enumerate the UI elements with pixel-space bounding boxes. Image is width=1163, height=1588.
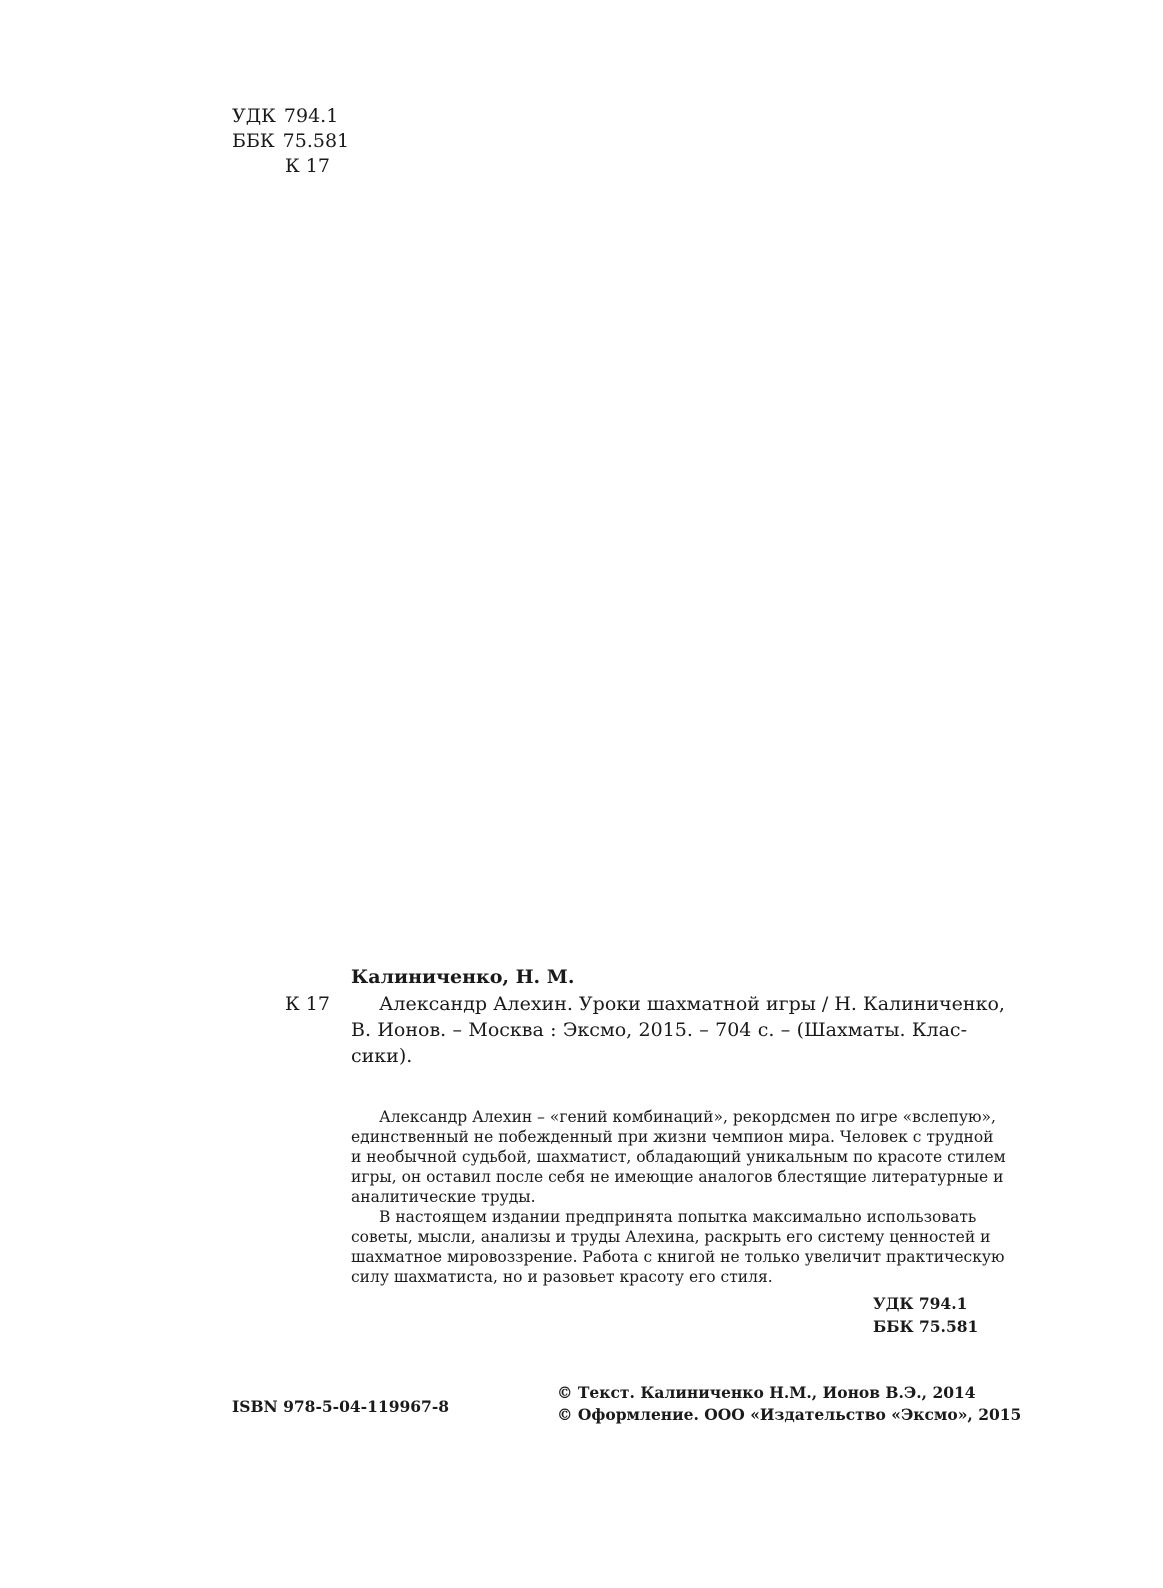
annotation-line: силу шахматиста, но и разовьет красоту его стиля. [351,1268,773,1286]
annotation-line: советы, мысли, анализы и труды Алехина, раскрыть его систему ценностей и [351,1228,991,1246]
annotation-line: Александр Алехин – «гений комбинаций», рекордсмен по игре «вслепую», [379,1108,996,1126]
isbn: ISBN 978-5-04-119967-8 [232,1397,450,1416]
udk-row [232,104,349,129]
annotation-line: шахматное мировоззрение. Работа с книгой не только увеличит практическую [351,1248,1005,1266]
copyright-design: © Оформление. ООО «Издательство «Эксмо», 2015 [557,1405,1022,1424]
annotation-line: В настоящем издании предпринята попытка максимально использовать [379,1208,977,1226]
annotation-paragraph [351,1107,1006,1207]
copyright-block [557,1382,1021,1426]
bbk-bottom: ББК 75.581 [873,1317,979,1336]
card-author: Калиниченко, Н. М. [351,966,575,988]
bbk-code: 75.581 [282,130,350,152]
copyright-text: © Текст. Калиниченко Н.М., Ионов В.Э., 2014 [557,1383,976,1402]
annotation-line: игры, он оставил после себя не имеющие аналогов блестящие литературные и [351,1168,1004,1186]
card-description [351,991,1005,1069]
udk-bottom: УДК 794.1 [873,1294,968,1313]
annotation-line: и необычной судьбой, шахматист, обладающий уникальным по красоте стилем [351,1148,1006,1166]
classification-bottom [873,1292,978,1338]
card-description-line: Александр Алехин. Уроки шахматной игры / Н. Калиниченко, [379,993,1005,1015]
annotation-line: аналитические труды. [351,1188,536,1206]
udk-code: 794.1 [283,105,339,127]
classification-top [232,104,349,179]
bbk-row [232,129,349,154]
annotation-paragraph [351,1207,1005,1287]
card-description-line: сики). [351,1045,413,1067]
annotation [351,1107,1006,1287]
bbk-label: ББК [232,130,275,152]
author-mark-top: К 17 [285,155,330,177]
annotation-line: единственный не побежденный при жизни чемпион мира. Человек с трудной [351,1128,994,1146]
card-author-mark: К 17 [285,993,330,1015]
udk-label: УДК [232,105,276,127]
card-description-line: В. Ионов. – Москва : Эксмо, 2015. – 704 с. – (Шахматы. Клас- [351,1019,967,1041]
